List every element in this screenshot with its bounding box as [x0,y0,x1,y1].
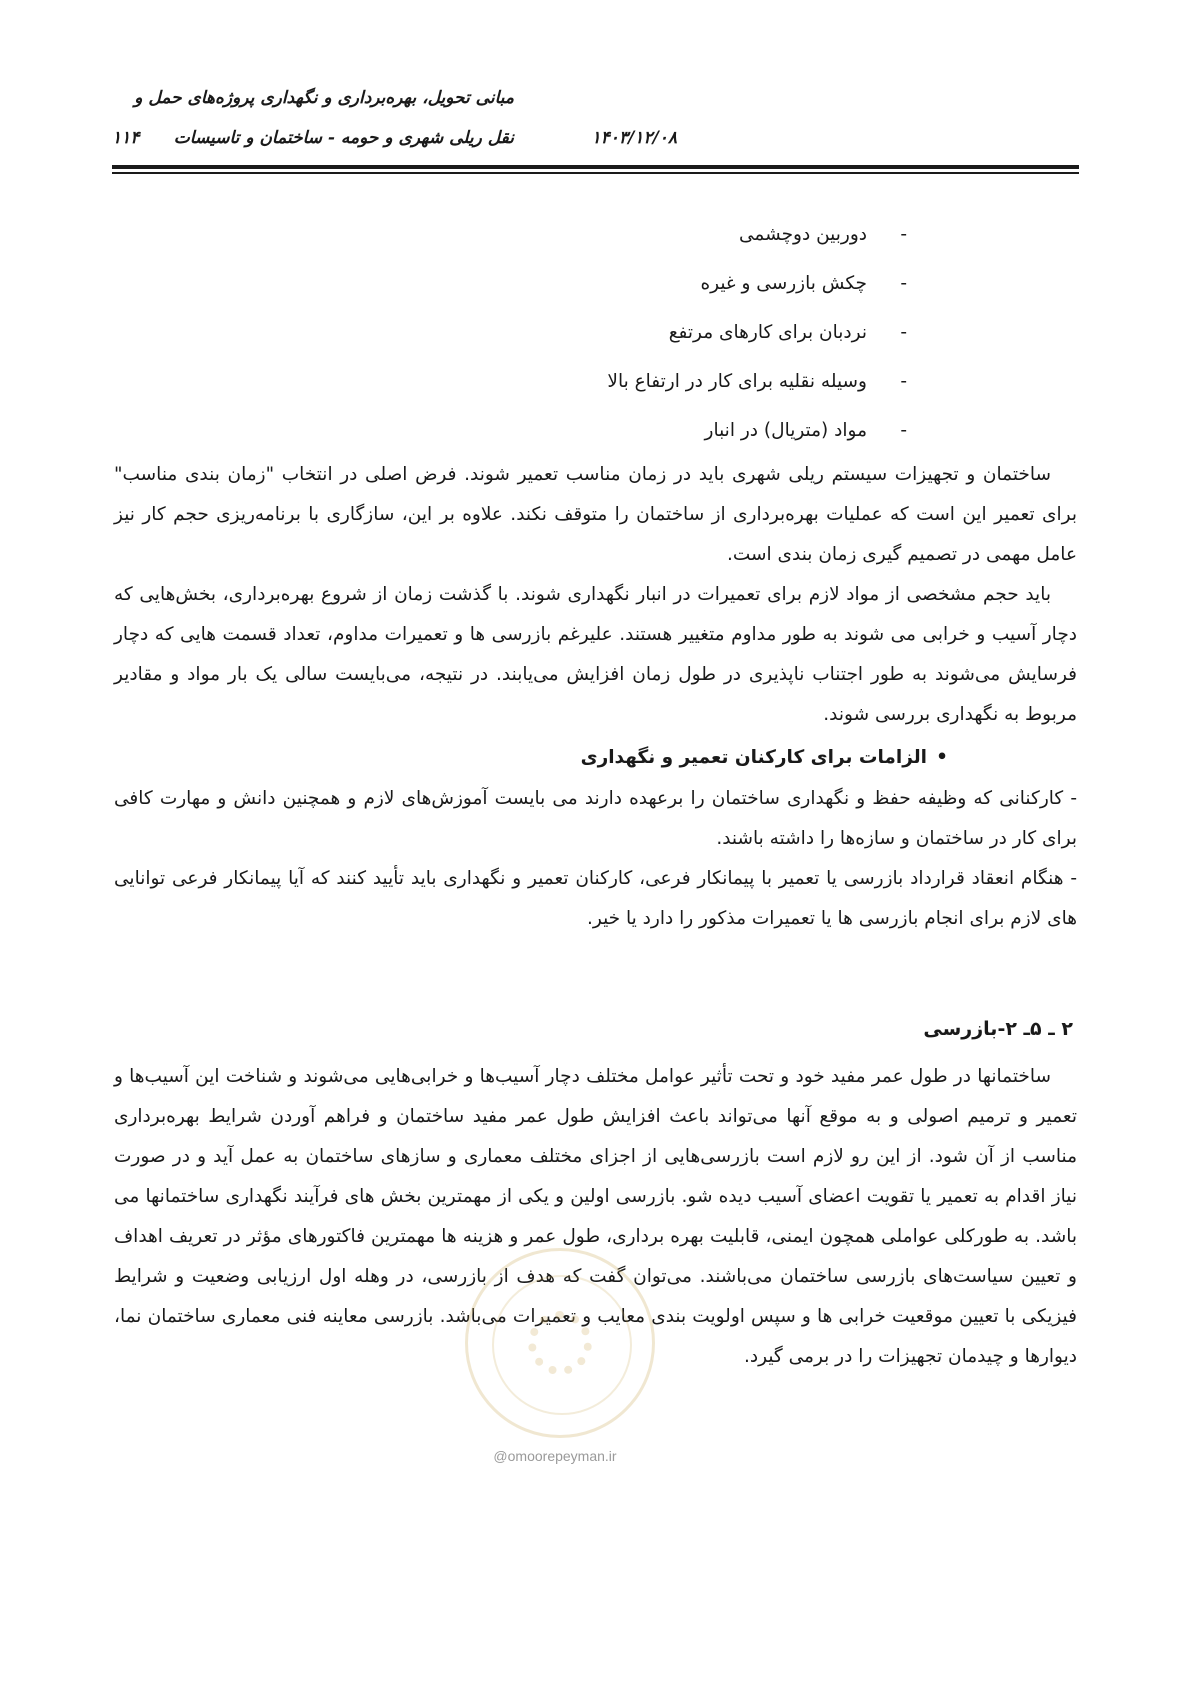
header-title-line1: مبانی تحویل، بهره‌برداری و نگهداری پروژه‌های حمل و [134,88,514,108]
dash-marker: - [900,322,907,343]
header-title-line2: نقل ریلی شهری و حومه - ساختمان و تاسیسات [173,128,514,148]
paragraph-staff-training: - کارکنانی که وظیفه حفظ و نگهداری ساختمان را برعهده دارند می بایست آموزش‌های لازم و همچنین دانش و مهارت کافی برای کار در ساختمان و سازه‌ها را داشته باشند. [114,788,1077,849]
list-item: -چکش بازرسی و غیره [114,259,907,308]
subheading-staff-requirements: •الزامات برای کارکنان تعمیر و نگهداری [114,737,1077,779]
watermark-logo-icon [465,1248,655,1438]
watermark-site-text: @omoorepeyman.ir [493,1448,617,1464]
page-number: ۱۱۴ [112,128,140,148]
paragraph-storage-materials: باید حجم مشخصی از مواد لازم برای تعمیرات در انبار نگهداری شوند. با گذشت زمان از شروع بهره‌برداری، بخش‌هایی که دچار آسیب و خرابی می شوند به طور مداوم متغییر هستند. علیرغم بازرسی ها و تعمیرات مداوم، تعداد قسمت هایی که دچار فرسایش می‌شوند به طور اجتناب ناپذیری در طول زمان افزایش می‌یابند. در نتیجه، می‌بایست سالی یک بار مواد و مقادیر مربوط به نگهداری بررسی شوند. [114,584,1077,725]
list-item: -مواد (متریال) در انبار [114,406,907,455]
dash-marker: - [900,371,907,392]
section-title-inspection: ۲ ـ ۵ـ ۲-بازرسی [923,1018,1073,1040]
equipment-list [114,210,1077,455]
paragraph-repair-timing: ساختمان و تجهیزات سیستم ریلی شهری باید در زمان مناسب تعمیر شوند. فرض اصلی در انتخاب "زمان بندی مناسب" برای تعمیر این است که عملیات بهره‌برداری از ساختمان را متوقف نکند. علاوه بر این، سازگاری با برنامه‌ریزی حجم کار نیز عامل مهمی در تصمیم گیری زمان بندی است. [114,464,1077,565]
list-item: -نردبان برای کارهای مرتفع [114,308,907,357]
list-item: -دوربین دوچشمی [114,210,907,259]
dash-marker: - [900,224,907,245]
dash-marker: - [900,273,907,294]
header-rule-thin [112,172,1079,174]
header-date: ۱۴۰۳/۱۲/۰۸ [591,128,677,148]
paragraph-inspection: ساختمانها در طول عمر مفید خود و تحت تأثیر عوامل مختلف دچار آسیب‌ها و خرابی‌هایی می‌شوند و شناخت این آسیب‌ها و تعمیر و ترمیم اصولی و به موقع آنها می‌تواند باعث افزایش طول عمر مفید ساختمان و فراهم آوردن شرایط بهره‌برداری مناسب از آن شود. از این رو لازم است بازرسی‌هایی از اجزای مختلف معماری و سازهای ساختمان به عمل آید و در صورت نیاز اقدام به تعمیر یا تقویت اعضای آسیب دیده شو. بازرسی اولین و یکی از مهمترین بخش های فرآیند نگهداری ساختمانها می باشد. به طورکلی عواملی همچون ایمنی، قابلیت بهره برداری، طول عمر و هزینه ها مهمترین فاکتورهای مؤثر در تعریف اهداف و تعیین سیاست‌های بازرسی ساختمان می‌باشند. می‌توان گفت که هدف از بازرسی، در وهله اول ارزیابی وضعیت و شرایط فیزیکی با تعیین موقعیت خرابی ها و سپس اولویت بندی معایب و تعمیرات می‌باشد. بازرسی معاینه فنی معماری ساختمان نما، دیوارها و چیدمان تجهیزات را در برمی گیرد. [114,1066,1077,1367]
list-item: -وسیله نقلیه برای کار در ارتفاع بالا [114,357,907,406]
gear-icon [528,1311,592,1375]
header-rule-thick [112,165,1079,169]
page-body [114,210,1077,1377]
bullet-dot-icon: • [936,747,948,768]
page-header [112,78,1079,170]
dash-marker: - [900,420,907,441]
paragraph-subcontractor: - هنگام انعقاد قرارداد بازرسی یا تعمیر با پیمانکار فرعی، کارکنان تعمیر و نگهداری باید تأیید کنند که آیا پیمانکار فرعی توانایی های لازم برای انجام بازرسی ها یا تعمیرات مذکور را دارد یا خیر. [114,868,1077,929]
